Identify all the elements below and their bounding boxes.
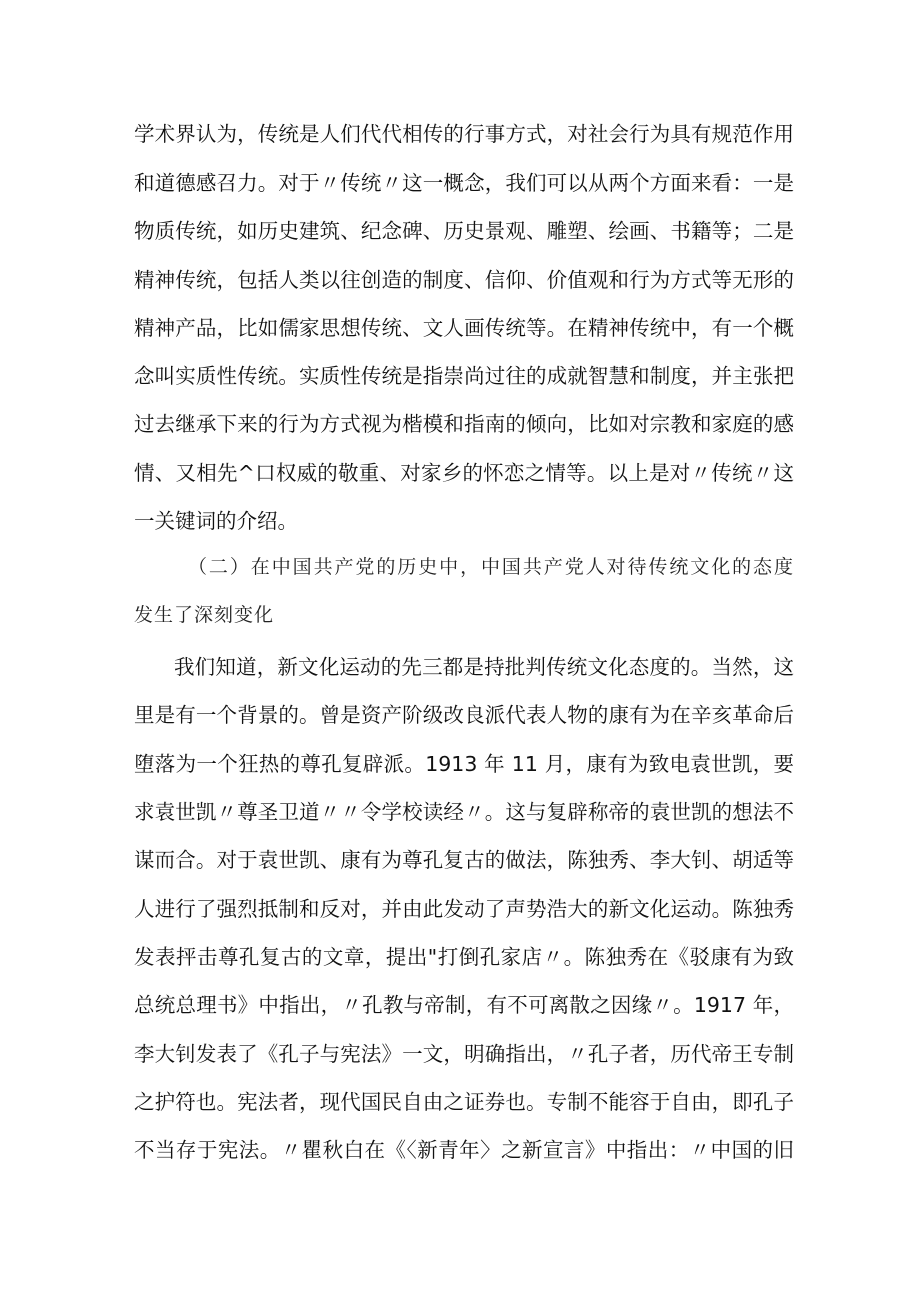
text-line: 堕落为一个狂热的尊孔复辟派。1913 年 11 月，康有为致电袁世凯，要 [134,752,794,776]
text-line: 求袁世凯〃尊圣卫道〃〃令学校读经〃。这与复辟称帝的袁世凯的想法不 [134,800,794,824]
heading-line: 发生了深刻变化 [134,604,275,626]
text-line: 人进行了强烈抵制和反对，并由此发动了声势浩大的新文化运动。陈独秀 [134,897,794,921]
text-line: 不当存于宪法。〃瞿秋白在《〈新青年〉之新宣言》中指出：〃中国的旧 [134,1138,794,1162]
text-line: 精神传统，包括人类以往创造的制度、信仰、价值观和行为方式等无形的 [134,268,794,292]
text-line: 谋而合。对于袁世凯、康有为尊孔复古的做法，陈独秀、李大钊、胡适等 [134,848,794,872]
text-line: 之护符也。宪法者，现代国民自由之证券也。专制不能容于自由，即孔子 [134,1090,794,1114]
text-line: 里是有一个背景的。曾是资产阶级改良派代表人物的康有为在辛亥革命后 [134,703,794,727]
text-line: 精神产品，比如儒家思想传统、文人画传统等。在精神传统中，有一个概 [134,316,794,340]
text-line: 学术界认为，传统是人们代代相传的行事方式，对社会行为具有规范作用 [134,122,794,146]
text-line: 物质传统，如历史建筑、纪念碑、历史景观、雕塑、绘画、书籍等；二是 [134,219,794,243]
text-line: 念叫实质性传统。实质性传统是指崇尚过往的成就智慧和制度，并主张把 [134,364,794,388]
text-line: 我们知道，新文化运动的先三都是持批判传统文化态度的。当然，这 [174,655,794,679]
text-line: 情、又相先^口权威的敬重、对家乡的怀恋之情等。以上是对〃传统〃这 [134,461,794,485]
text-line: 发表抨击尊孔复古的文章，提出"打倒孔家店〃。陈独秀在《驳康有为致 [134,945,794,969]
text-line: 总统总理书》中指出，〃孔教与帝制，有不可离散之因缘〃。1917 年， [134,993,794,1017]
text-line: 和道德感召力。对于〃传统〃这一概念，我们可以从两个方面来看：一是 [134,171,794,195]
heading-line: （二）在中国共产党的历史中，中国共产党人对待传统文化的态度 [188,556,794,578]
text-line: 李大钊发表了《孔子与宪法》一文，明确指出，〃孔子者，历代帝王专制 [134,1042,794,1066]
text-line: 过去继承下来的行为方式视为楷模和指南的倾向，比如对宗教和家庭的感 [134,412,794,436]
text-line: 一关键词的介绍。 [134,509,298,533]
